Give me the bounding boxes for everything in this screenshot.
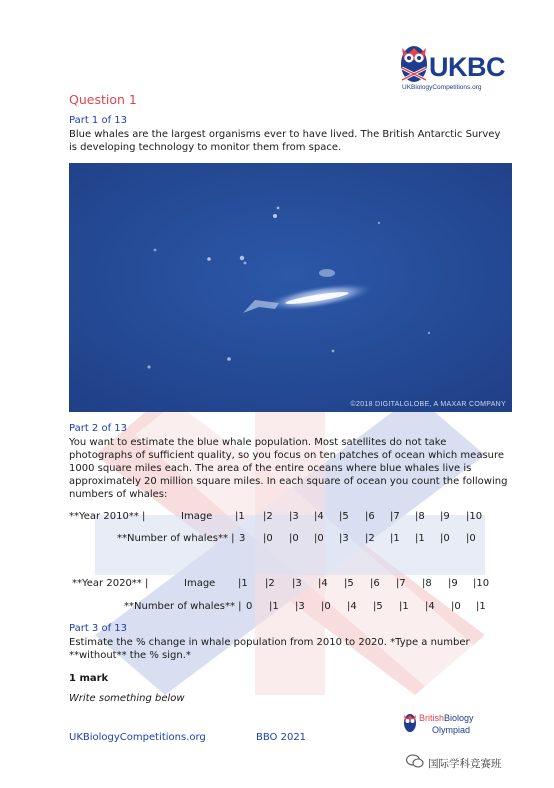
part-1-text: Blue whales are the largest organisms ever to have lived. The British Antarctic Survey is developing technology to monitor them from space. (69, 129, 501, 153)
marks-label: 1 mark (69, 673, 109, 684)
question-title: Question 1 (69, 92, 137, 107)
count-cell: |1 (399, 601, 409, 612)
count-cell: |0 (321, 601, 331, 612)
image-label: Image (184, 578, 216, 589)
number-of-whales-label: **Number of whales** | (124, 601, 242, 612)
image-cell: |9 (448, 578, 458, 589)
image-cell: |2 (263, 511, 273, 522)
wechat-watermark-text: 国际学科竞赛班 (428, 758, 502, 770)
count-cell: 3 (239, 533, 246, 544)
count-cell: |4 (347, 601, 357, 612)
count-cell: |0 (440, 533, 450, 544)
count-cell: |1 (269, 601, 279, 612)
table-2020-header-row (72, 578, 512, 592)
image-cell: |4 (314, 511, 324, 522)
count-cell: |3 (295, 601, 305, 612)
count-cell: |0 (263, 533, 273, 544)
image-cell: |7 (396, 578, 406, 589)
table-2010-header-row (69, 511, 509, 525)
image-cell: |10 (466, 511, 483, 522)
part-3-label: Part 3 of 13 (69, 623, 128, 634)
table-2010-count-row (69, 533, 509, 547)
footer-event-label: BBO 2021 (256, 732, 307, 743)
wechat-icon (406, 754, 424, 768)
image-cell: |10 (473, 578, 490, 589)
part-2-label: Part 2 of 13 (69, 423, 128, 434)
image-cell: |5 (344, 578, 354, 589)
photo-copyright-caption: ©2018 DIGITALGLOBE, A MAXAR COMPANY (350, 401, 506, 408)
satellite-image (69, 163, 512, 412)
part-2-text: You want to estimate the blue whale population. Most satellites do not take photographs of sufficient quality, so you focus on ten patches of ocean which measure 1000 square miles each. The area of the entire oceans where blue whales live is approximately 20 million square miles. In each square of ocean you count the following numbers of whales: (69, 437, 508, 500)
image-cell: |2 (265, 578, 275, 589)
image-cell: |1 (235, 511, 245, 522)
footer-website-link[interactable]: UKBiologyCompetitions.org (69, 732, 206, 743)
bbo-logo-line1 (419, 713, 474, 723)
count-cell: |1 (390, 533, 400, 544)
image-cell: |1 (238, 578, 248, 589)
image-cell: |8 (415, 511, 425, 522)
answer-hint[interactable]: Write something below (69, 693, 185, 704)
bbo-british: British (419, 713, 445, 723)
bbo-owl-icon (403, 711, 417, 733)
image-cell: |3 (292, 578, 302, 589)
table-2020-count-row (72, 601, 512, 615)
image-cell: |6 (365, 511, 375, 522)
bbo-logo-line2: Olympiad (432, 725, 471, 735)
image-cell: |4 (318, 578, 328, 589)
part-1-label: Part 1 of 13 (69, 115, 128, 126)
image-cell: |7 (390, 511, 400, 522)
bbo-biology: Biology (444, 713, 474, 723)
count-cell: |1 (476, 601, 486, 612)
image-cell: |5 (339, 511, 349, 522)
count-cell: |1 (415, 533, 425, 544)
count-cell: |2 (365, 533, 375, 544)
image-cell: |8 (422, 578, 432, 589)
count-cell: |4 (425, 601, 435, 612)
count-cell: |0 (466, 533, 476, 544)
image-cell: |9 (440, 511, 450, 522)
count-cell: |0 (451, 601, 461, 612)
year-2010-label: **Year 2010** | (69, 511, 146, 522)
count-cell: |0 (289, 533, 299, 544)
image-cell: |6 (370, 578, 380, 589)
count-cell: |0 (314, 533, 324, 544)
satellite-whale-photo (69, 163, 512, 412)
number-of-whales-label: **Number of whales** | (117, 533, 235, 544)
part-3-text: Estimate the % change in whale population from 2010 to 2020. *Type a number **without** the % sign.* (69, 637, 470, 661)
logo-wordmark: UKBC (429, 52, 505, 82)
count-cell: |5 (373, 601, 383, 612)
image-cell: |3 (289, 511, 299, 522)
count-cell: 0 (246, 601, 253, 612)
year-2020-label: **Year 2020** | (72, 578, 149, 589)
logo-url-text: UKBiologyCompetitions.org (402, 84, 482, 91)
count-cell: |3 (339, 533, 349, 544)
image-label: Image (181, 511, 213, 522)
